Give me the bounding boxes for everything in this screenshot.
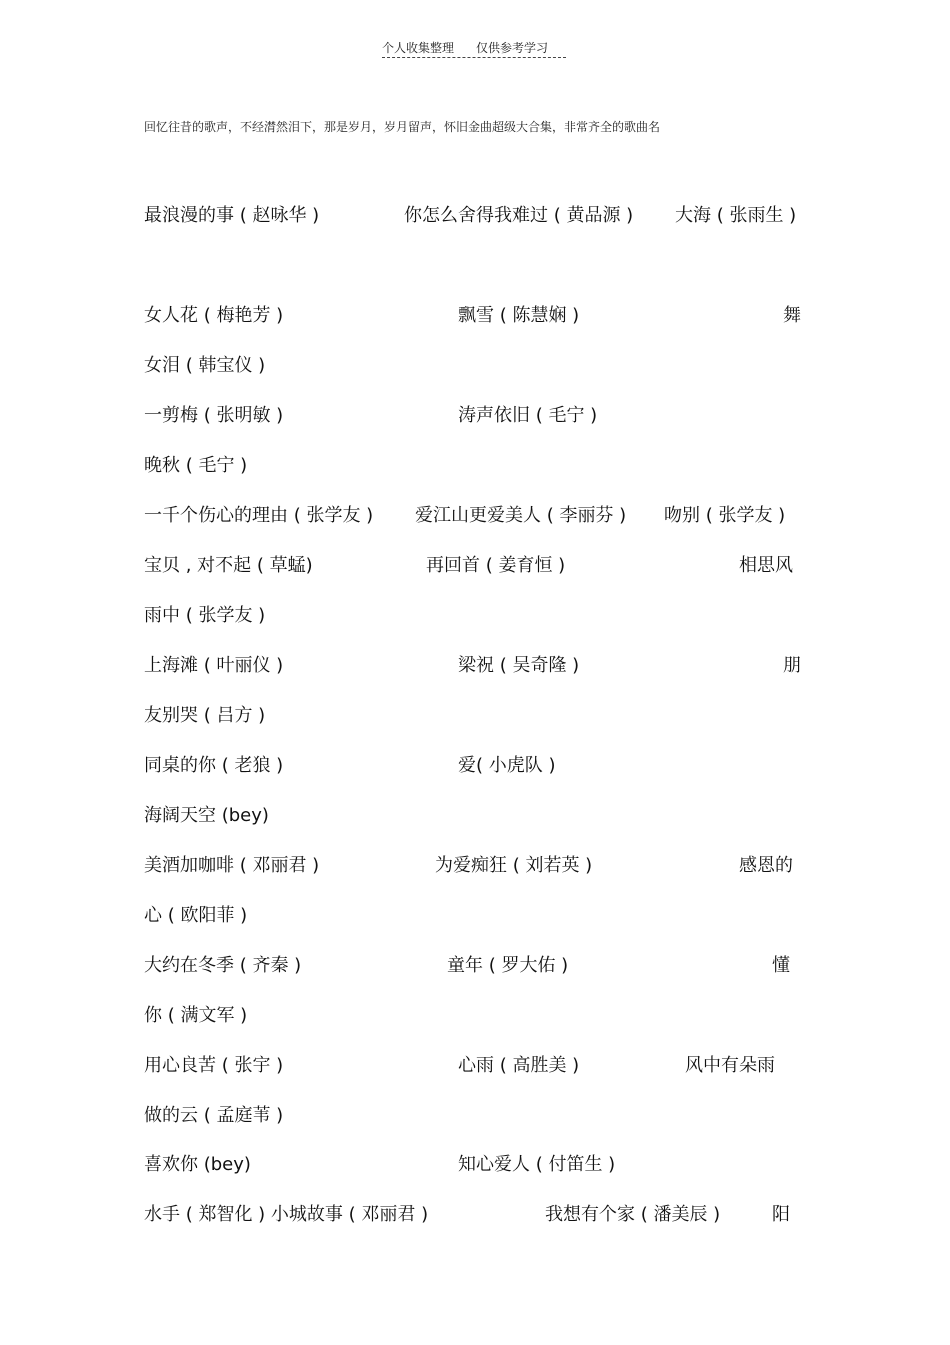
header-left-text: 个人收集整理 <box>382 41 455 55</box>
song-entry: 心雨 ( 高胜美 ) <box>458 1055 580 1076</box>
song-line <box>0 753 950 779</box>
song-entry: 女泪 ( 韩宝仪 ) <box>144 355 266 376</box>
song-entry: 海阔天空 (bey) <box>144 805 269 826</box>
song-line <box>0 1053 950 1079</box>
song-entry: 爱江山更爱美人 ( 李丽芬 ) <box>415 505 627 526</box>
song-line <box>0 1103 950 1129</box>
song-entry: 感恩的 <box>739 855 793 876</box>
song-line <box>0 1152 950 1178</box>
header-right-text: 仅供参考学习 <box>476 41 549 55</box>
song-entry: 大约在冬季 ( 齐秦 ) <box>144 955 302 976</box>
song-entry: 上海滩 ( 叶丽仪 ) <box>144 655 284 676</box>
intro-paragraph: 回忆往昔的歌声，不经潸然泪下，那是岁月，岁月留声，怀旧金曲超级大合集，非常齐全的歌曲名 <box>144 120 661 134</box>
song-entry: 懂 <box>772 955 790 976</box>
song-entry: 用心良苦 ( 张宇 ) <box>144 1055 284 1076</box>
song-line <box>0 353 950 379</box>
song-line <box>0 803 950 829</box>
song-entry: 相思风 <box>739 555 793 576</box>
song-line <box>0 403 950 429</box>
song-line <box>0 1003 950 1029</box>
song-entry: 知心爱人 ( 付笛生 ) <box>458 1154 616 1175</box>
song-entry: 童年 ( 罗大佑 ) <box>447 955 569 976</box>
song-line <box>0 853 950 879</box>
song-entry: 你怎么舍得我难过 ( 黄品源 ) <box>404 205 634 226</box>
song-entry: 做的云 ( 孟庭苇 ) <box>144 1105 284 1126</box>
song-entry: 风中有朵雨 <box>685 1055 775 1076</box>
song-entry: 舞 <box>783 305 801 326</box>
song-entry: 阳 <box>772 1204 790 1225</box>
song-line <box>0 703 950 729</box>
song-entry: 女人花 ( 梅艳芳 ) <box>144 305 284 326</box>
song-entry: 雨中 ( 张学友 ) <box>144 605 266 626</box>
song-line <box>0 453 950 479</box>
song-entry: 美酒加咖啡 ( 邓丽君 ) <box>144 855 320 876</box>
song-entry: 朋 <box>783 655 801 676</box>
song-entry: 飘雪 ( 陈慧娴 ) <box>458 305 580 326</box>
song-entry: 一千个伤心的理由 ( 张学友 ) <box>144 505 374 526</box>
song-entry: 最浪漫的事 ( 赵咏华 ) <box>144 205 320 226</box>
song-line <box>0 503 950 529</box>
song-entry: 爱( 小虎队 ) <box>458 755 556 776</box>
song-line <box>0 1202 950 1228</box>
song-entry: 一剪梅 ( 张明敏 ) <box>144 405 284 426</box>
song-entry: 再回首 ( 姜育恒 ) <box>426 555 566 576</box>
page-header <box>382 40 566 58</box>
song-line <box>0 903 950 929</box>
song-line <box>0 303 950 329</box>
song-entry: 大海 ( 张雨生 ) <box>675 205 797 226</box>
song-entry: 涛声依旧 ( 毛宁 ) <box>458 405 598 426</box>
song-entry: 你 ( 满文军 ) <box>144 1005 248 1026</box>
song-entry: 心 ( 欧阳菲 ) <box>144 905 248 926</box>
song-entry: 喜欢你 (bey) <box>144 1154 251 1175</box>
song-line <box>0 953 950 979</box>
song-entry: 水手 ( 郑智化 ) 小城故事 ( 邓丽君 ) <box>144 1204 429 1225</box>
song-line <box>0 553 950 579</box>
song-entry: 宝贝 , 对不起 ( 草蜢) <box>144 555 313 576</box>
song-entry: 为爱痴狂 ( 刘若英 ) <box>435 855 593 876</box>
song-entry: 同桌的你 ( 老狼 ) <box>144 755 284 776</box>
song-entry: 梁祝 ( 吴奇隆 ) <box>458 655 580 676</box>
song-entry: 友别哭 ( 吕方 ) <box>144 705 266 726</box>
song-line <box>0 603 950 629</box>
song-entry: 晚秋 ( 毛宁 ) <box>144 455 248 476</box>
song-entry: 吻别 ( 张学友 ) <box>664 505 786 526</box>
song-entry: 我想有个家 ( 潘美辰 ) <box>545 1204 721 1225</box>
song-line <box>0 203 950 229</box>
song-line <box>0 653 950 679</box>
